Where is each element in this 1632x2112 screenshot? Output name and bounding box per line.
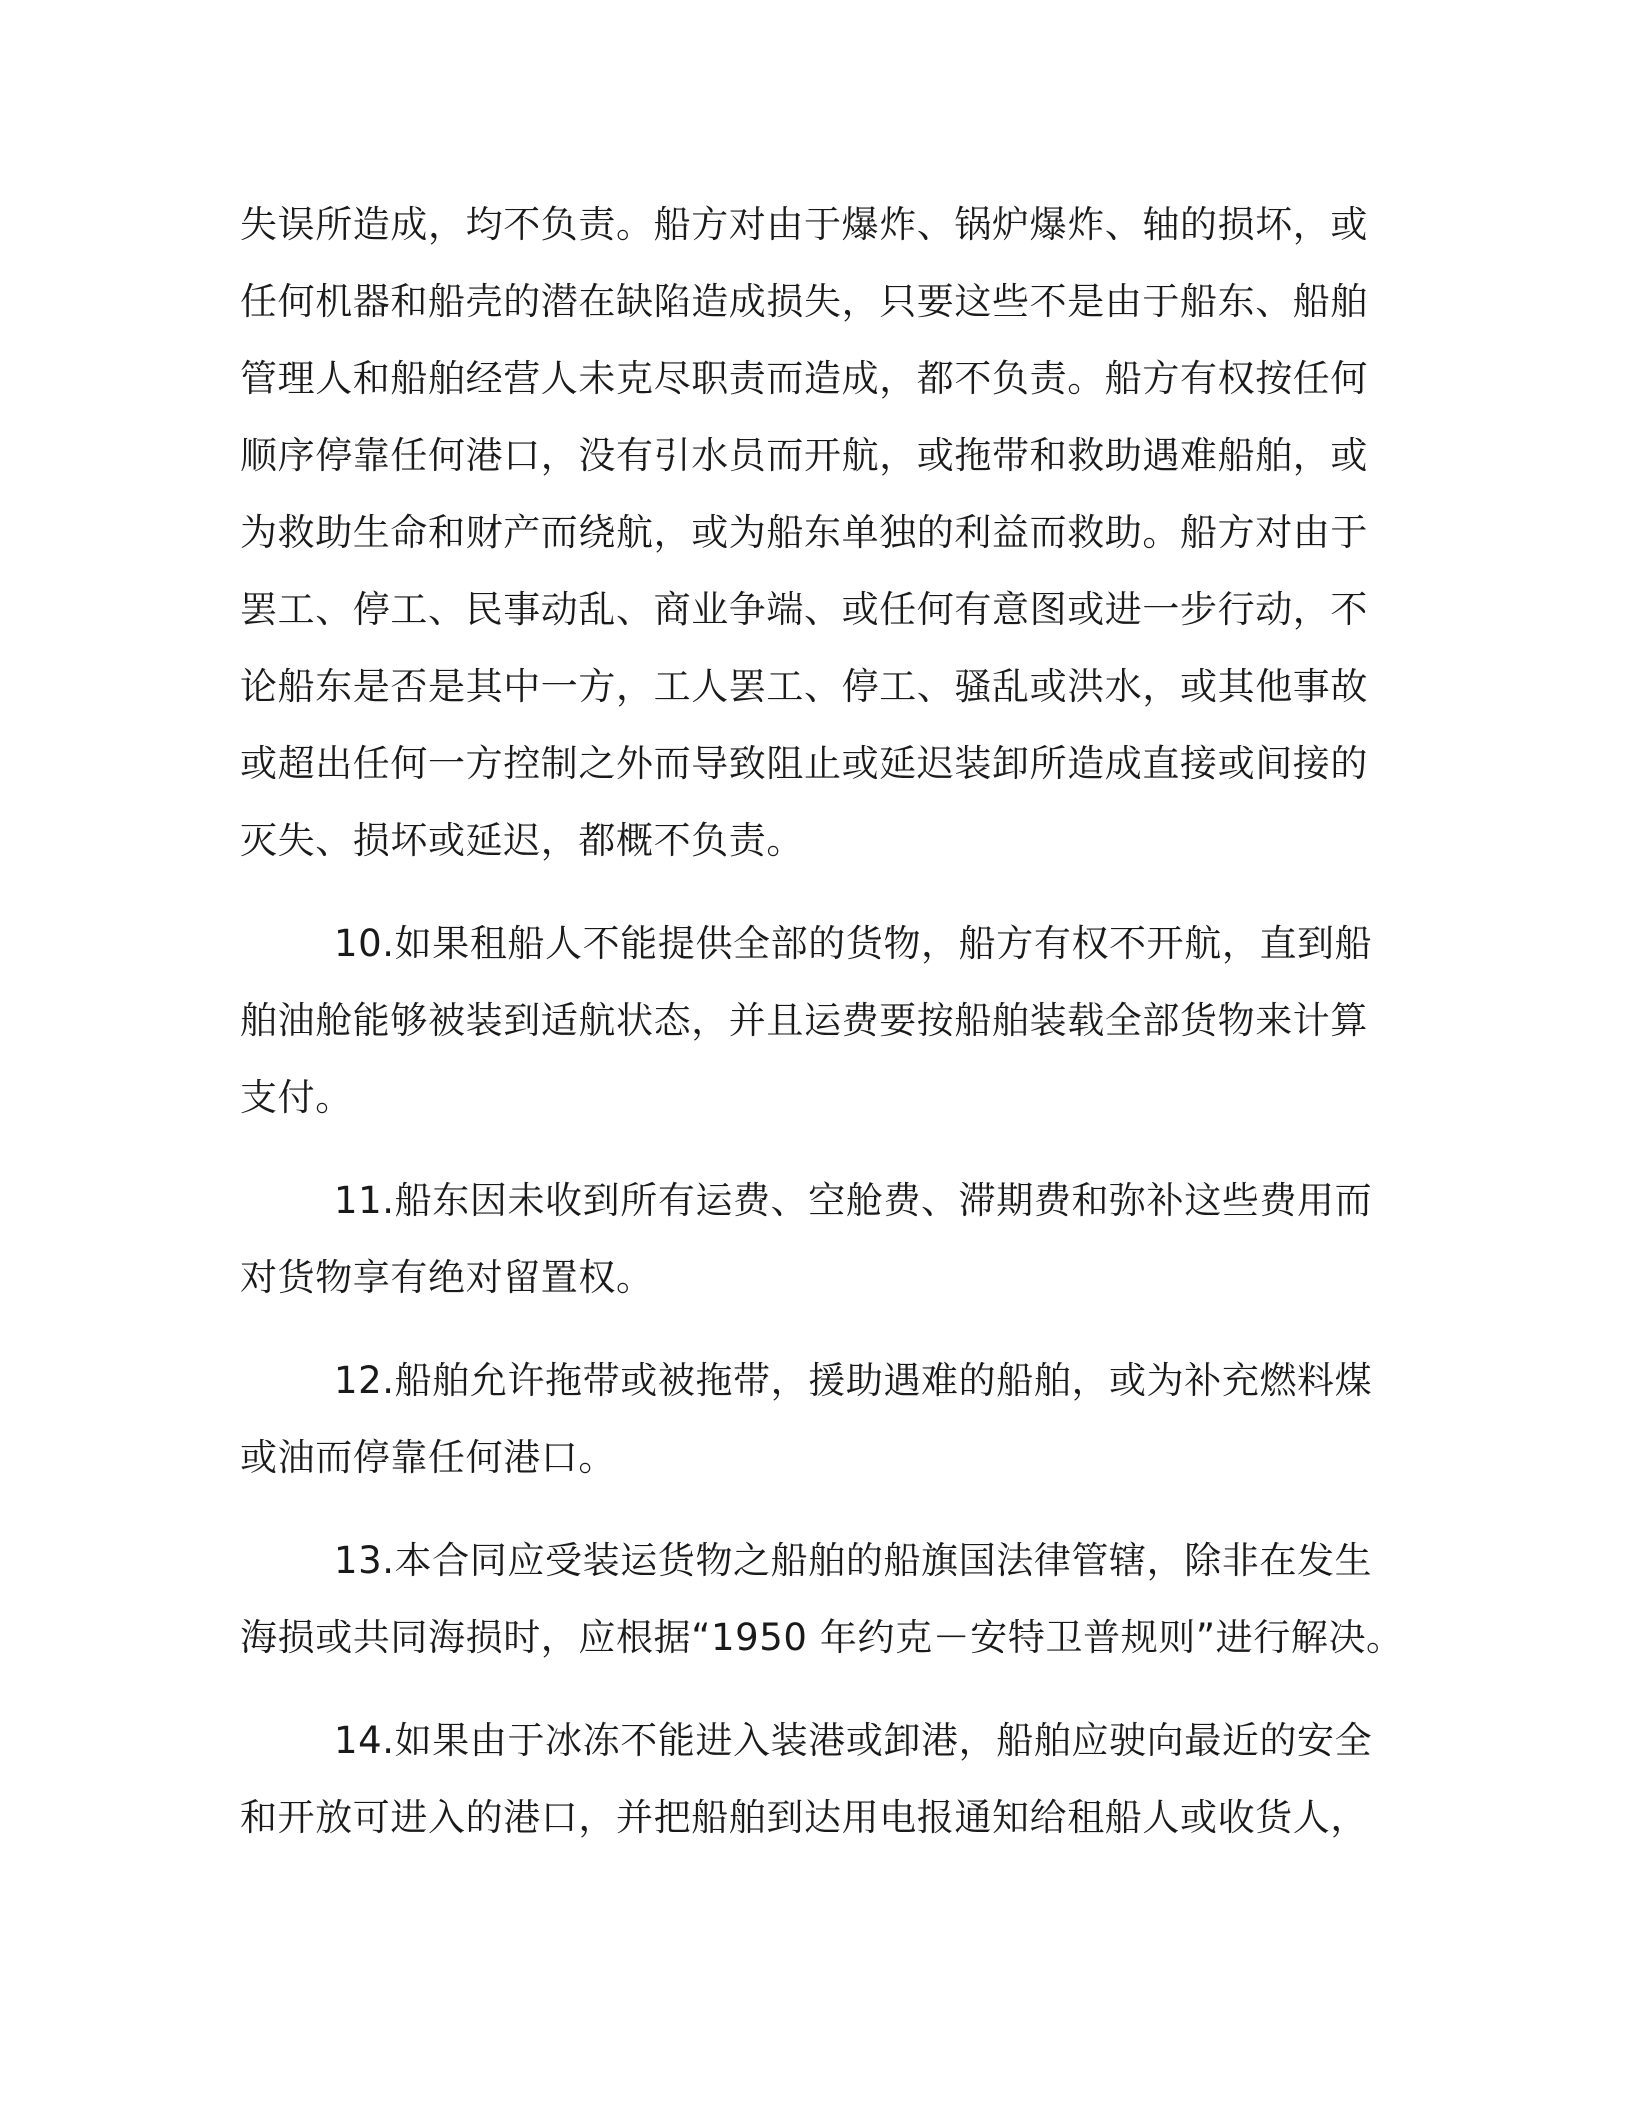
text-line: 失误所造成，均不负责。船方对由于爆炸、锅炉爆炸、轴的损坏，或 bbox=[240, 203, 1368, 246]
paragraph-clause-12 bbox=[240, 1342, 1400, 1496]
text-line: 和开放可进入的港口，并把船舶到达用电报通知给租船人或收货人， bbox=[240, 1796, 1368, 1839]
paragraph-clause-9-continued bbox=[240, 186, 1400, 879]
paragraph-clause-14 bbox=[240, 1702, 1400, 1856]
text-line: 支付。 bbox=[240, 1076, 353, 1119]
text-line: 或油而停靠任何港口。 bbox=[240, 1436, 616, 1479]
text-line: 14.如果由于冰冻不能进入装港或卸港，船舶应驶向最近的安全 bbox=[334, 1719, 1373, 1762]
text-line: 11.船东因未收到所有运费、空舱费、滞期费和弥补这些费用而 bbox=[334, 1179, 1373, 1222]
text-line: 论船东是否是其中一方，工人罢工、停工、骚乱或洪水，或其他事故 bbox=[240, 665, 1368, 708]
text-line: 顺序停靠任何港口，没有引水员而开航，或拖带和救助遇难船舶，或 bbox=[240, 434, 1368, 477]
paragraph-clause-10 bbox=[240, 905, 1400, 1136]
text-line: 或超出任何一方控制之外而导致阻止或延迟装卸所造成直接或间接的 bbox=[240, 742, 1368, 785]
text-line: 海损或共同海损时，应根据“1950 年约克－安特卫普规则”进行解决。 bbox=[240, 1616, 1404, 1659]
text-line: 罢工、停工、民事动乱、商业争端、或任何有意图或进一步行动，不 bbox=[240, 588, 1368, 631]
document-body bbox=[240, 186, 1404, 1856]
text-line: 12.船舶允许拖带或被拖带，援助遇难的船舶，或为补充燃料煤 bbox=[334, 1359, 1373, 1402]
text-line: 灭失、损坏或延迟，都概不负责。 bbox=[240, 819, 804, 862]
text-line: 舶油舱能够被装到适航状态，并且运费要按船舶装载全部货物来计算 bbox=[240, 999, 1368, 1042]
text-line: 任何机器和船壳的潜在缺陷造成损失，只要这些不是由于船东、船舶 bbox=[240, 280, 1368, 323]
text-line: 10.如果租船人不能提供全部的货物，船方有权不开航，直到船 bbox=[334, 922, 1373, 965]
text-line: 为救助生命和财产而绕航，或为船东单独的利益而救助。船方对由于 bbox=[240, 511, 1368, 554]
text-line: 管理人和船舶经营人未克尽职责而造成，都不负责。船方有权按任何 bbox=[240, 357, 1368, 400]
text-line: 13.本合同应受装运货物之船舶的船旗国法律管辖，除非在发生 bbox=[334, 1539, 1373, 1582]
paragraph-clause-13 bbox=[240, 1522, 1404, 1676]
paragraph-clause-11 bbox=[240, 1162, 1400, 1316]
text-line: 对货物享有绝对留置权。 bbox=[240, 1256, 654, 1299]
